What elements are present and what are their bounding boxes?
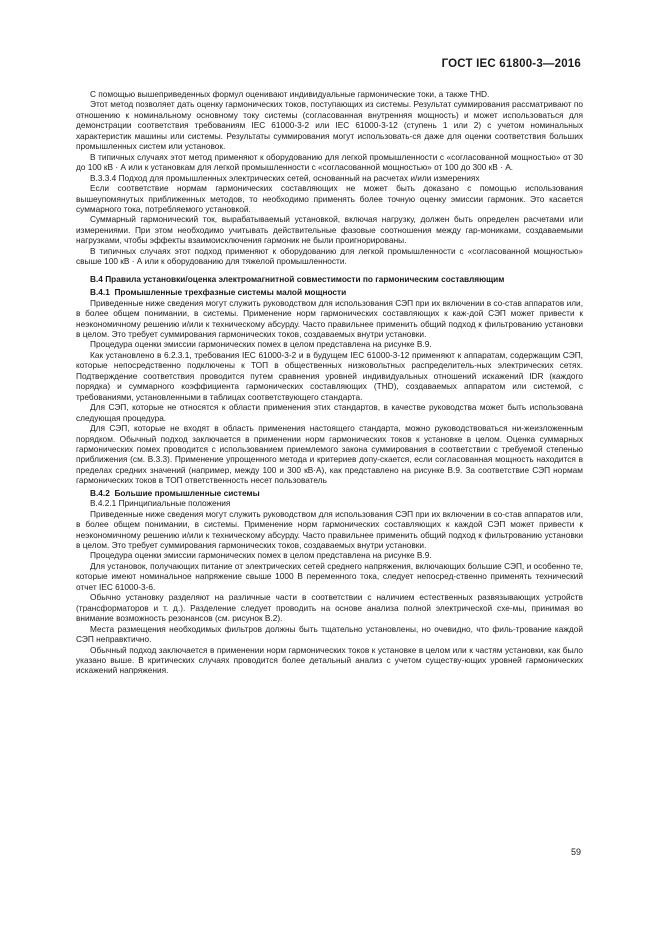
section-heading: B.4 Правила установки/оценка электромагнитной совместимости по гармоническим составляющим <box>90 273 505 284</box>
paragraph: Для СЭП, которые не относятся к области применения этих стандартов, в качестве руководства может быть использована следующая процедура. <box>76 402 583 423</box>
paragraph: Если соответствие нормам гармонических составляющих не может быть доказано с помощью использования вышеупомянутых приближенных методов, то необходимо применять более точную оценку эмиссии гармоник. Это касается суммарного тока, потребляемого установкой. <box>76 183 583 214</box>
paragraph: В типичных случаях этот подход применяют к оборудованию для легкой промышленности с «согласованной мощностью» свыше 100 кВ · А или к оборудованию для тяжелой промышленности. <box>76 245 583 267</box>
paragraph: Процедура оценки эмиссии гармонических помех в целом представлена на рисунке B.9. <box>90 339 432 350</box>
subsection-number: B.4.1 <box>90 287 110 298</box>
paragraph: Как установлено в 6.2.3.1, требования IEC 61000-3-2 и в будущем IEC 61000-3-12 применяют к аппаратам, содержащим СЭП, которые непосредственно подключены к ТОП в общественных низковольтных распределитель-ных электрических сетях. Подтверждение соответствия проводится путем сравнения уровней индивидуальных отношений искажений IDR (каждого порядка) и суммарного коэффициента гармонических составляющих (THD), создаваемых аппаратом или системой, с требованиями, установленными в таблицах соответствующего стандарта. <box>76 349 583 402</box>
page-number: 59 <box>570 847 581 857</box>
paragraph: Обычный подход заключается в применении норм гармонических токов к установке в целом или к частям установки, как было указано выше. В критических случаях проводится более детальный анализ с учетом существу-ющих уровней гармонических искажений напряжения. <box>76 644 583 676</box>
paragraph: Обычно установку разделяют на различные части в соответствии с наличием естественных развязывающих устройств (трансформаторов и т. д.). Разделение следует проводить на основе анализа полной электрической схе-мы, принимая во внимание возможность резонансов (см. рисунок B.2). <box>76 592 583 624</box>
paragraph: Для СЭП, которые не входят в область применения настоящего стандарта, можно руководствоваться ни-жеизложенным порядком. Обычный подход заключается в применении норм гармонических токов к установке в целом. Оценка суммарных гармонических помех проводится с использованием приемлемого закона суммирования в соответствии с требуемой степенью приближения (см. B.3.3). Применение упрощенного метода и критериев допу-скается, если согласованная мощность находится в пределах средних значений (например, между 100 и 300 кВ·А), как представлено на рисунке B.9. За соответствие СЭП нормам гармонических токов в ТОП ответственность несет пользователь <box>76 423 583 486</box>
page-body <box>76 89 583 676</box>
subsection-heading <box>76 488 583 498</box>
subsection-title: Промышленные трехфазные системы малой мощности <box>114 287 347 298</box>
subsection-number: B.4.2 <box>90 487 110 498</box>
paragraph: Процедура оценки эмиссии гармонических помех в целом представлена на рисунке B.9. <box>90 550 432 561</box>
paragraph: С помощью вышеприведенных формул оценивают индивидуальные гармонические токи, а также THD. <box>90 89 490 99</box>
paragraph: Этот метод позволяет дать оценку гармонических токов, поступающих из системы. Результат суммирования рассматривают по отношению к номинальному основному току системы (согласованная внутренняя мощность) и может использоваться для демонстрации соответствия требованиям IEC 61000-3-2 или IEC 61000-3-12 (ступень 1 или 2) с учетом номинальных характеристик машины или системы. Результаты суммирования могут использовать-ся даже для оценки соответствия больших промышленных систем или установок. <box>76 99 583 152</box>
paragraph: Места размещения необходимых фильтров должны быть тщательно установлены, но очевидно, что филь-трование каждой СЭП неправктично. <box>76 623 583 645</box>
paragraph: Для установок, получающих питание от электрических сетей среднего напряжения, включающих большие СЭП, и особенно те, которые имеют номинальное напряжение свыше 1000 В переменного тока, следует непосред-ственно применять технический отчет IEC 61000-3-6. <box>76 560 583 592</box>
subsection-heading: B.4.2.1 Принципиальные положения <box>90 498 231 509</box>
paragraph: Приведенные ниже сведения могут служить руководством для использования СЭП при их включении в со-став аппаратов или, в более общем понимании, в системы. Применение норм гармонических составляющих к каж-дой СЭП может привести к неэкономичному решению и/или к техническому абсурду. Часто правильнее применить общий подход к фильтрованию установки в целом. Это требует суммирования гармонических токов, создаваемых внутри установки. <box>76 297 583 339</box>
subsection-heading: B.3.3.4 Подход для промышленных электрических сетей, основанный на расчетах и/или измерениях <box>90 172 480 183</box>
paragraph: В типичных случаях этот метод применяют к оборудованию для легкой промышленности с «согласованной мощностью» от 30 до 100 кВ · А или к установкам для легкой промышленности с «согласованной мощностью» от 100 до 300 кВ · А. <box>76 151 583 173</box>
subsection-heading <box>76 287 583 297</box>
subsection-title: Большие промышленные системы <box>114 487 260 498</box>
paragraph: Суммарный гармонический ток, вырабатываемый установкой, включая нагрузку, должен быть определен расчетами или измерениями. При этом необходимо учитывать действительные фазовые соотношения между гар-мониками, создаваемыми нагрузками, чтобы эффекты взаимоисключения гармоник не были проигнорированы. <box>76 214 583 246</box>
document-header: ГОСТ IEC 61800-3—2016 <box>441 58 581 70</box>
paragraph: Приведенные ниже сведения могут служить руководством для использования СЭП при их включении в со-став аппаратов или, в более общем понимании, в системы. Применение норм гармонических составляющих к каждой СЭП может привести к неэкономичному решению и/или к техническому абсурду. Часто правильнее применить общий подход к фильтрованию установки в целом. Это требует суммирования гармонических токов, создаваемых внутри установки. <box>76 508 583 551</box>
